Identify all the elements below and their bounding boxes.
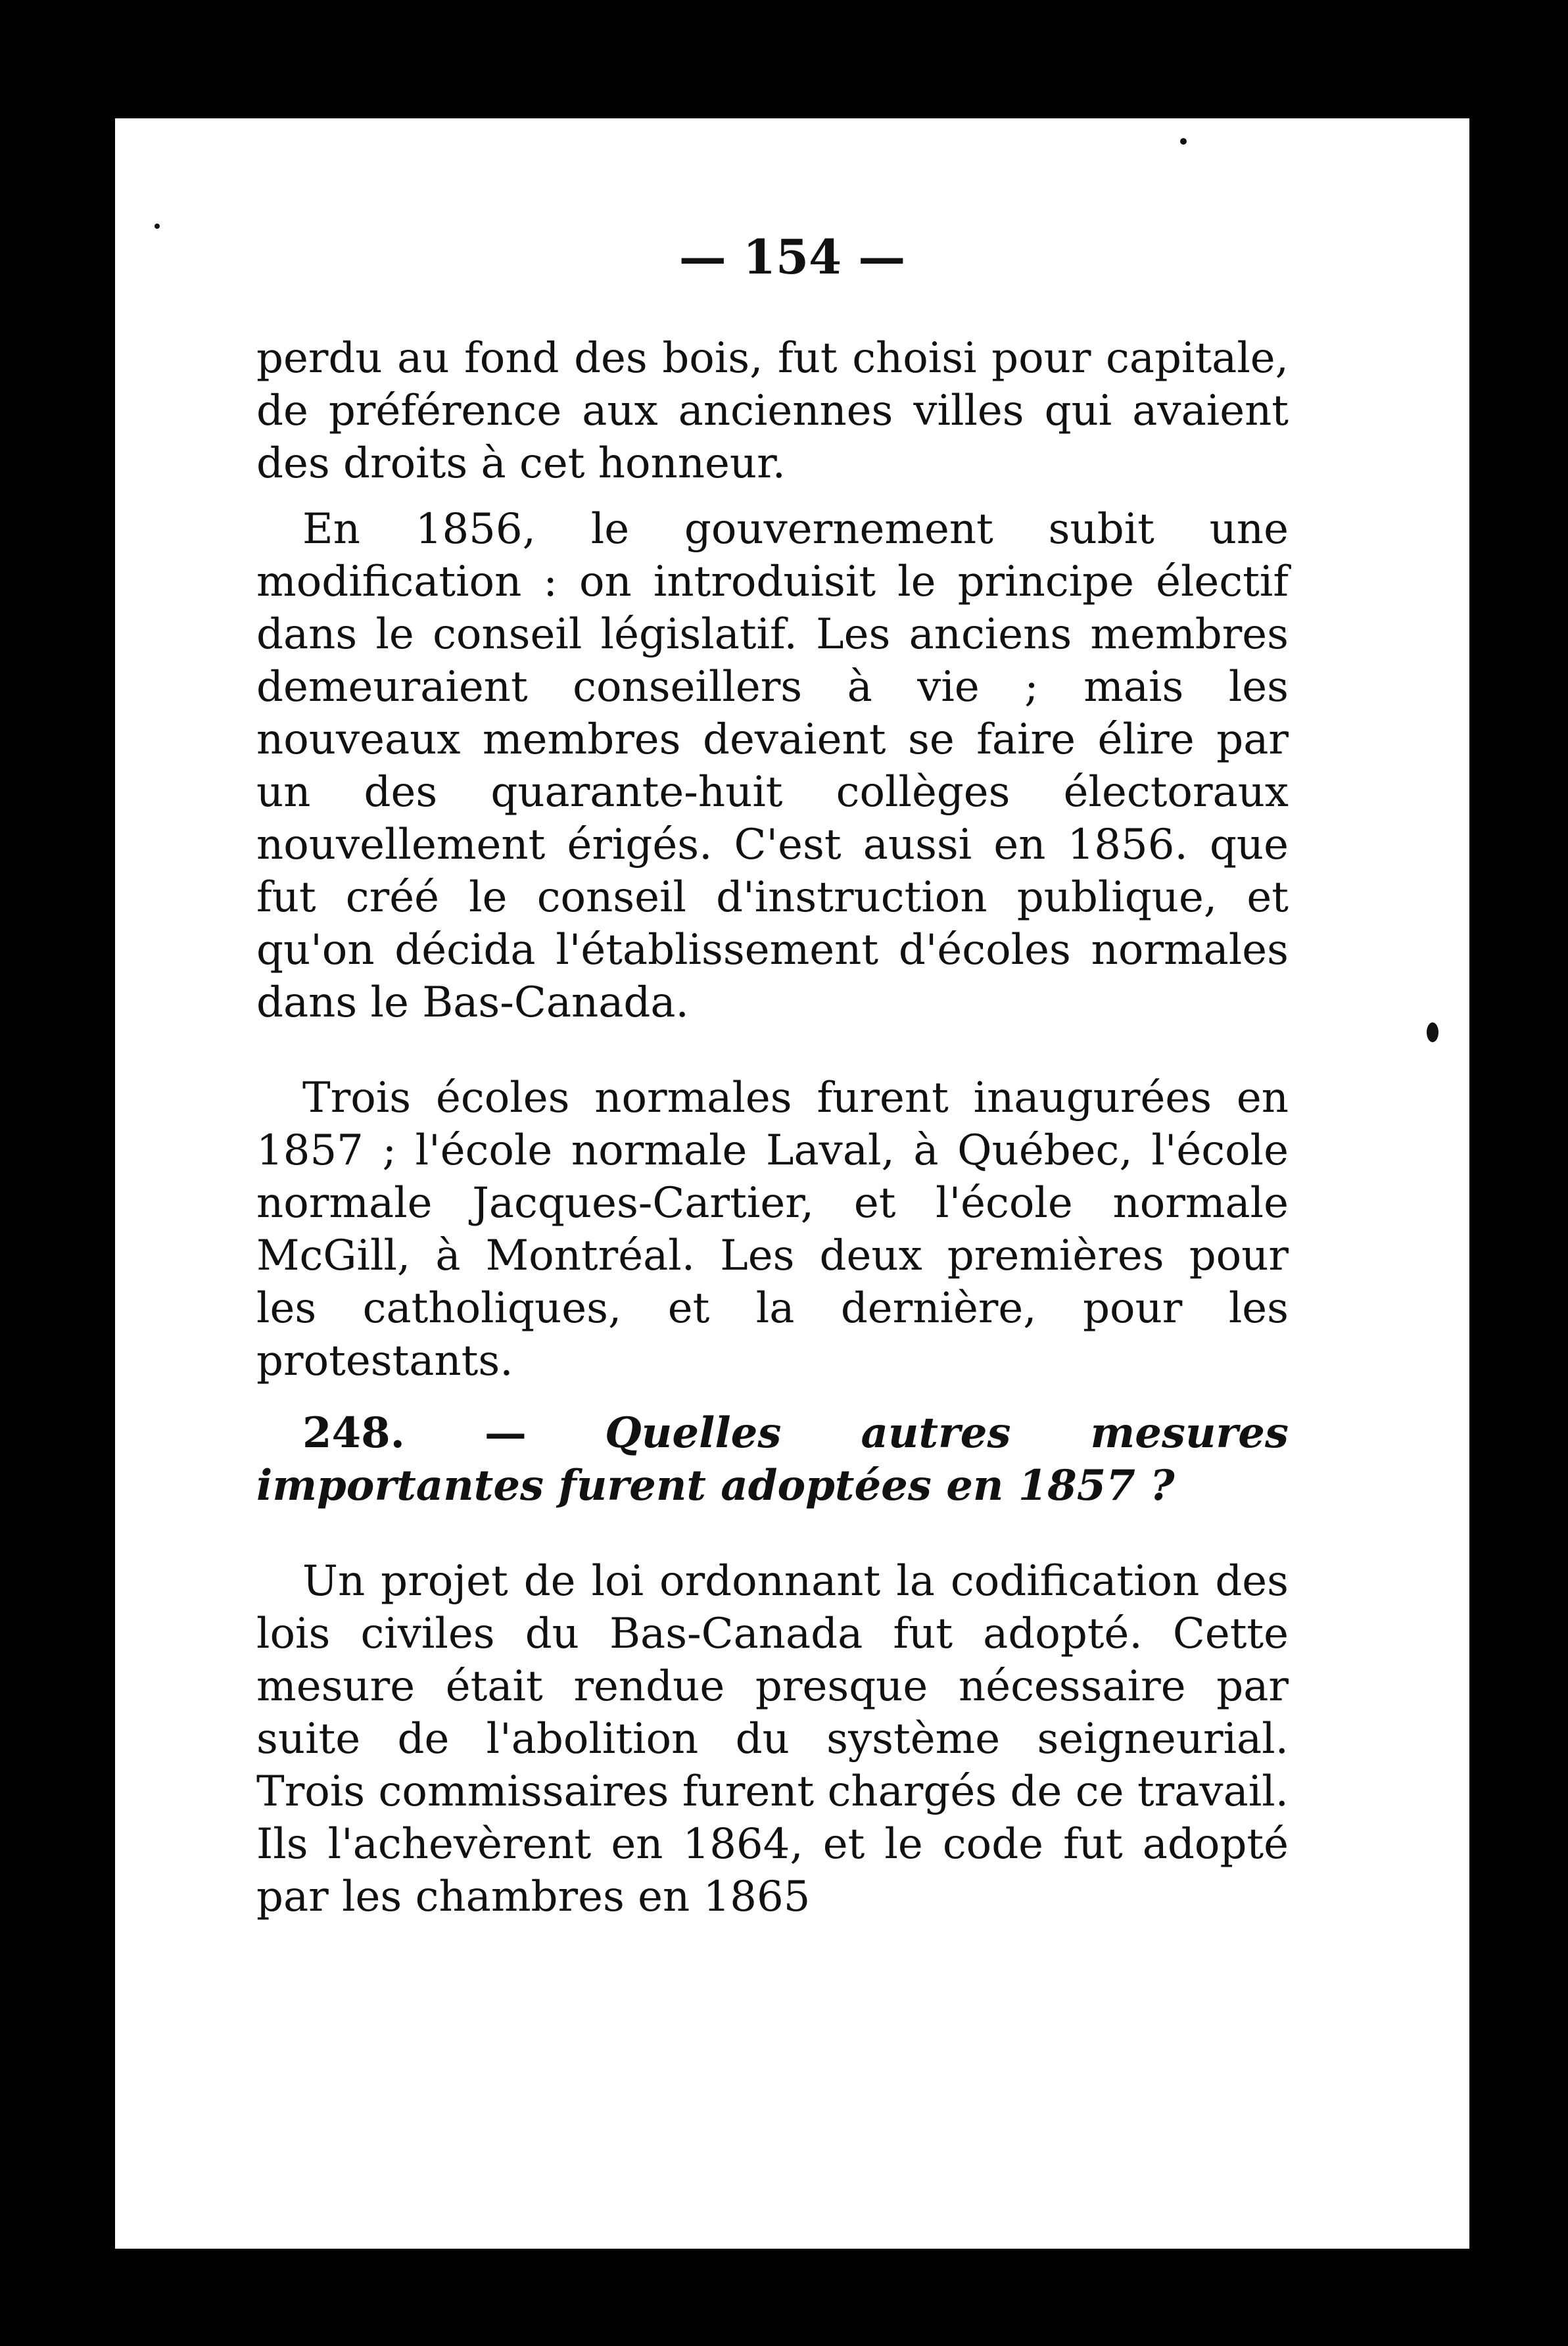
question-248 (256, 1407, 1289, 1512)
page-number: — 154 — (678, 229, 906, 285)
scan-speck (1427, 1022, 1438, 1042)
paragraph-text: perdu au fond des bois, fut choisi pour capitale, de préférence aux anciennes villes qui avaient des droits à cet honneur. (256, 334, 1289, 488)
question-number: 248. — (302, 1408, 527, 1458)
paragraph-continuation (256, 332, 1289, 490)
paragraph-government-1856 (256, 503, 1289, 1029)
paragraph-text: Trois écoles normales furent inaugurées en 1857 ; l'école normale Laval, à Québec, l'école normale Jacques-Cartier, et l'école normale McGill, à Montréal. Les deux premières pour les catholiques, et la dernière, pour les protestants. (256, 1074, 1289, 1385)
question-line (256, 1407, 1289, 1512)
book-page (115, 118, 1469, 2249)
paragraph-text: En 1856, le gouvernement subit une modification : on introduisit le principe électif dans le conseil législatif. Les anciens membres demeuraient conseillers à vie ; mais les nouveaux membres devaient se faire élire par un des quarante-huit collèges électoraux nouvellement érigés. C'est aussi en 1856. que fut créé le conseil d'instruction publique, et qu'on décida l'établissement d'écoles normales dans le Bas-Canada. (256, 505, 1289, 1027)
paragraph-text: Un projet de loi ordonnant la codification des lois civiles du Bas-Canada fut adopté. Cette mesure était rendue presque nécessaire par suite de l'abolition du système seigneurial. Trois commissaires furent chargés de ce travail. Ils l'achevèrent en 1864, et le code fut adopté par les chambres en 1865 (256, 1557, 1289, 1921)
question-text: Quelles autres mesures importantes furent adoptées en 1857 ? (256, 1408, 1289, 1510)
paragraph-normal-schools (256, 1072, 1289, 1387)
scan-speck (154, 224, 160, 229)
scan-speck (1180, 138, 1187, 145)
paragraph-civil-code (256, 1555, 1289, 1923)
